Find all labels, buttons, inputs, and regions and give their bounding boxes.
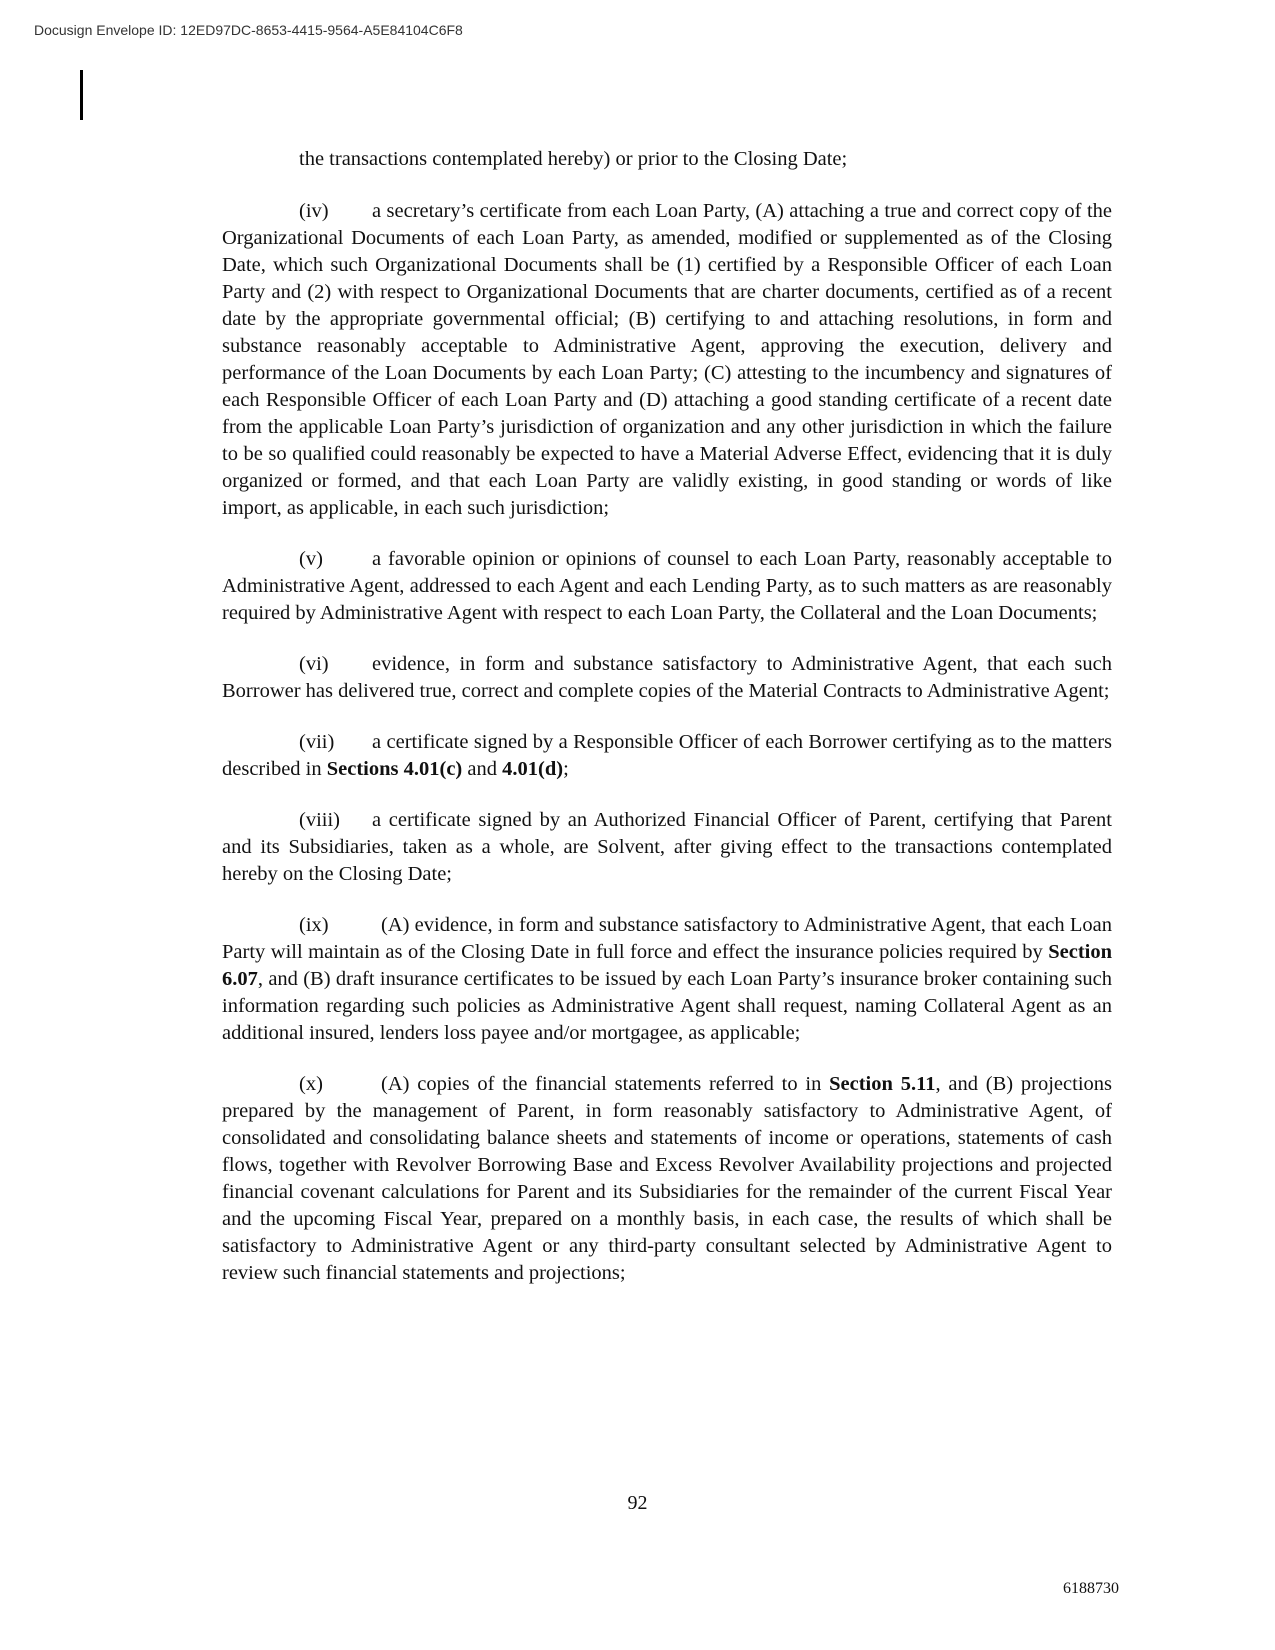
clause-text: a certificate signed by a Responsible Officer of each Borrower certifying as to the matters described in bbox=[222, 731, 1112, 780]
clause-v bbox=[222, 546, 1112, 627]
clause-vii bbox=[222, 729, 1112, 783]
clause-text: , and (B) draft insurance certificates to be issued by each Loan Party’s insurance broker containing such information regarding such policies as Administrative Agent shall request, naming Collateral Agent as an additional insured, lenders loss payee and/or mortgagee, as applicable; bbox=[222, 968, 1112, 1044]
section-reference: Sections 4.01(c) bbox=[326, 758, 463, 780]
continuation-paragraph: the transactions contemplated hereby) or prior to the Closing Date; bbox=[299, 148, 848, 170]
clause-text: a favorable opinion or opinions of counsel to each Loan Party, reasonably acceptable to Administrative Agent, addressed to each Agent and each Lending Party, as to such matters as are reasonably required by Administrative Agent with respect to each Loan Party, the Collateral and the Loan Documents; bbox=[222, 548, 1112, 624]
envelope-id: Docusign Envelope ID: 12ED97DC-8653-4415-9564-A5E84104C6F8 bbox=[34, 22, 463, 38]
clause-vi bbox=[222, 651, 1112, 705]
clause-text: (A) evidence, in form and substance satisfactory to Administrative Agent, that each Loan Party will maintain as of the Closing Date in full force and effect the insurance policies required by bbox=[222, 914, 1112, 963]
document-body bbox=[222, 146, 1112, 1311]
clause-ix bbox=[222, 912, 1112, 1047]
page-number: 92 bbox=[627, 1492, 648, 1514]
clause-number: (vii) bbox=[299, 731, 335, 753]
clause-number: (x) bbox=[299, 1073, 323, 1095]
section-reference: 4.01(d) bbox=[502, 758, 564, 780]
clause-number: (iv) bbox=[299, 200, 329, 222]
clause-text: , and (B) projections prepared by the management of Parent, in form reasonably satisfactory to Administrative Agent, of consolidated and consolidating balance sheets and statements of income or operations, statements of cash flows, together with Revolver Borrowing Base and Excess Revolver Availability projections and projected financial covenant calculations for Parent and its Subsidiaries for the remainder of the current Fiscal Year and the upcoming Fiscal Year, prepared on a monthly basis, in each case, the results of which shall be satisfactory to Administrative Agent or any third-party consultant selected by Administrative Agent to review such financial statements and projections; bbox=[222, 1073, 1112, 1284]
revision-bar bbox=[80, 70, 83, 120]
clause-number: (viii) bbox=[299, 809, 340, 831]
clause-viii bbox=[222, 807, 1112, 888]
clause-text: a secretary’s certificate from each Loan Party, (A) attaching a true and correct copy of the Organizational Documents of each Loan Party, as amended, modified or supplemented as of the Closing Date, which such Organizational Documents shall be (1) certified by a Responsible Officer of each Loan Party and (2) with respect to Organizational Documents that are charter documents, certified as of a recent date by the appropriate governmental official; (B) certifying to and attaching resolutions, in form and substance reasonably acceptable to Administrative Agent, approving the execution, delivery and performance of the Loan Documents by each Loan Party; (C) attesting to the incumbency and signatures of each Responsible Officer of each Loan Party and (D) attaching a good standing certificate of a recent date from the applicable Loan Party’s jurisdiction of organization and any other jurisdiction in which the failure to be so qualified could reasonably be expected to have a Material Adverse Effect, evidencing that it is duly organized or formed, and that each Loan Party are validly existing, in good standing or words of like import, as applicable, in each such jurisdiction; bbox=[222, 200, 1112, 519]
clause-number: (vi) bbox=[299, 653, 329, 675]
clause-number: (ix) bbox=[299, 914, 329, 936]
clause-text: (A) copies of the financial statements referred to in bbox=[381, 1073, 830, 1095]
clause-text: a certificate signed by an Authorized Financial Officer of Parent, certifying that Parent and its Subsidiaries, taken as a whole, are Solvent, after giving effect to the transactions contemplated hereby on the Closing Date; bbox=[222, 809, 1112, 885]
clause-x bbox=[222, 1071, 1112, 1287]
clause-text: and bbox=[462, 758, 503, 780]
section-reference: Section 5.11 bbox=[829, 1073, 936, 1095]
clause-text: ; bbox=[563, 758, 569, 780]
clause-iv bbox=[222, 198, 1112, 522]
clause-text: evidence, in form and substance satisfactory to Administrative Agent, that each such Borrower has delivered true, correct and complete copies of the Material Contracts to Administrative Agent; bbox=[222, 653, 1112, 702]
section-reference: Section 6.07 bbox=[222, 941, 1112, 990]
clause-number: (v) bbox=[299, 548, 323, 570]
document-number: 6188730 bbox=[1063, 1580, 1119, 1597]
